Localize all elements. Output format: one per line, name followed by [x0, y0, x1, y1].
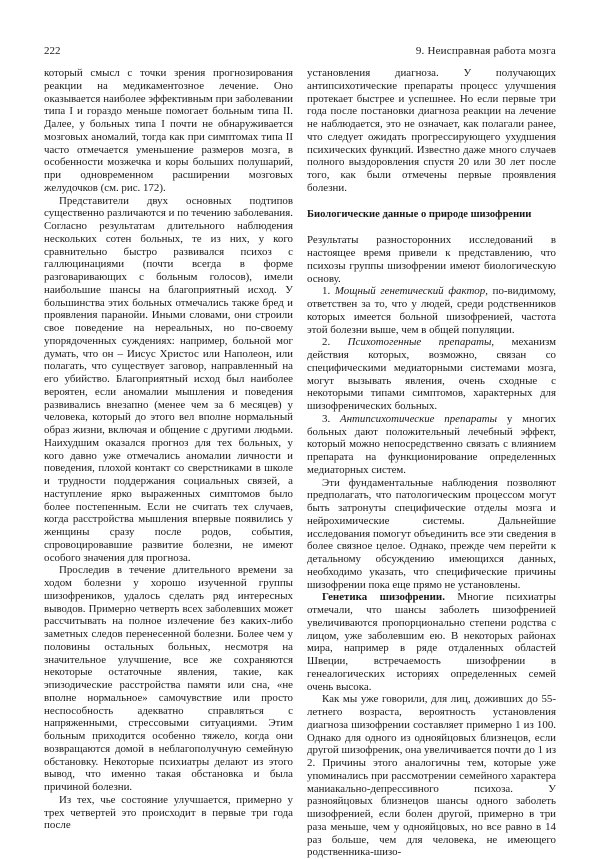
- item-term: Мощный генетический фактор: [334, 285, 486, 298]
- item-text: , по-видимому, ответствен за то, что у людей, среди родственников которых имеется больной шизофренией, частота этой болезни выше, чем в общей популяции.: [307, 285, 556, 336]
- item-text: у многих больных дают положительный лечебный эффект, который можно непосредственно связать с влиянием препарата на функционирование определенных медиаторных систем.: [307, 412, 556, 476]
- numbered-item-1: [307, 285, 556, 336]
- left-column: [44, 67, 293, 832]
- paragraph: Эти фундаментальные наблюдения позволяют предполагать, что патологическим процессом могут быть затронуты специфические отделы мозга и нейрохимические системы. Дальнейшие исследования помогут объединить все эти сведения в более связное целое. Однако, прежде чем перейти к детальному обсуждению имеющихся данных, необходимо указать, что специфические причины шизофрении пока еще прямо не установлены.: [307, 476, 556, 591]
- genetics-paragraph: [307, 591, 556, 693]
- item-text: , механизм действия которых, возможно, связан со специфическими медиаторными системами мозга, могут вызывать явления, очень сходные с некоторыми типами симптомов, характерных для шизофренических больных.: [307, 336, 556, 412]
- numbered-item-2: [307, 336, 556, 413]
- paragraph: установления диагноза. У получающих антипсихотические препараты процесс улучшения протекает быстрее и успешнее. Но если первые три года после постановки диагноза реакции на лечение не наблюдается, это не означает, как полагали ранее, что следует ожидать прогрессирующего ухудшения психических функций. Известно даже много случаев полного выздоровления спустя 20 или 30 лет после того, как были отмечены первые проявления болезни.: [307, 67, 556, 194]
- item-number: 3.: [322, 412, 331, 425]
- paragraph: Представители двух основных подтипов существенно различаются и по течению заболевания. Согласно результатам длительного наблюдения нескольких сотен больных, те из них, у кого сравнительно быстро развивался психоз с галлюцинациями (почти всегда в форме разговаривающих с больным голосов), имели наибольшие шансы на благоприятный исход. У большинства этих больных отмечались также бред и проявления паранойи. Иными словами, они строили свое поведение на нереальных, но по-своему упорядоченных суждениях: например, больной мог думать, что он – Иисус Христос или Наполеон, или полагать, что существует заговор, направленный на его убийство. Благоприятный исход был наиболее вероятен, если аномалии мышления и поведения развивались внезапно (менее чем за 6 месяцев) у человека, который до этого вел вполне нормальный образ жизни, включая и общение с другими людьми. Наихудшим оказался прогноз для тех больных, у кого давно уже отмечались аномалии личности и поведения, плохой контакт со сверстниками в школе и трудности поддержания социальных связей, а наступление ярко выраженных симптомов было более постепенным. Если не считать тех случаев, когда расстройства мышления впервые появились у женщины сразу после родов, события, спровоцировавшие развитие болезни, не имеют особого значения для прогноза.: [44, 194, 293, 564]
- item-term: Психотогенные препараты: [347, 336, 492, 349]
- right-column: [307, 67, 556, 859]
- item-number: 2.: [322, 336, 331, 349]
- inline-heading: Генетика шизофрении.: [322, 591, 445, 604]
- paragraph: Из тех, чье состояние улучшается, примерно у трех четвертей это происходит в первые три года после: [44, 793, 293, 832]
- running-head: 9. Неисправная работа мозга: [415, 45, 556, 57]
- item-term: Антипсихотические препараты: [339, 412, 498, 425]
- paragraph-text: Многие психиатры отмечали, что шансы заболеть шизофренией увеличиваются пропорционально степени родства с лицом, уже заболевшим ею. В некоторых районах мира, например в ряде отдаленных областей Швеции, встречаемость шизофрении в генеалогических историях определенных семей очень высока.: [307, 591, 556, 693]
- section-heading: Биологические данные о природе шизофрении: [307, 208, 532, 220]
- numbered-item-3: [307, 413, 556, 477]
- paragraph: Результаты разносторонних исследований в настоящее время привели к представлению, что психозы группы шизофрении имеют биологическую основу.: [307, 234, 556, 285]
- paragraph: который смысл с точки зрения прогнозирования реакции на медикаментозное лечение. Оно оказывается наиболее эффективным при заболевании типа I и гораздо меньше помогает больным типа II. Далее, у больных типа I почти не обнаруживается мозговых аномалий, тогда как при симптомах типа II часто отмечается уменьшение размеров мозга, в особенности мозжечка и коры больших полушарий, при одновременном расширении мозговых желудочков (см. рис. 172).: [44, 67, 293, 194]
- paragraph: Как мы уже говорили, для лиц, доживших до 55-летнего возраста, вероятность установления диагноза шизофрении составляет примерно 1 из 100. Однако для одного из однояйцовых близнецов, если другой шизофреник, она увеличивается почти до 1 из 2. Причины этого аналогичны тем, которые уже упоминались при рассмотрении семейного характера маниакально-депрессивного психоза. У разнояйцовых близнецов шансы одного заболеть шизофренией, если болен другой, примерно в три раза меньше, чем у однояйцовых, но все равно в 14 раз больше, чем для человека, не имеющего родственника-шизо-: [307, 693, 556, 859]
- page-number: 222: [44, 45, 61, 57]
- item-number: 1.: [322, 285, 331, 298]
- paragraph: Проследив в течение длительного времени за ходом болезни у хорошо изученной группы шизофреников, удалось сделать ряд интересных выводов. Примерно четверть всех заболевших может рассчитывать на полное излечение без каких-либо заметных следов перенесенной болезни. Более чем у половины остальных больных, несмотря на значительное улучшение, все же сохраняются некоторые остаточные явления, такие, как эпизодические расстройства памяти или сна, «не вполне нормальное» самочувствие или просто неспособность адекватно справляться с напряженными, стрессовыми ситуациями. Этим больным приходится особенно тяжело, когда они возвращаются домой в неблагополучную семейную обстановку. Некоторые психиатры делают из этого вывод, что именно такая обстановка и была причиной болезни.: [44, 564, 293, 793]
